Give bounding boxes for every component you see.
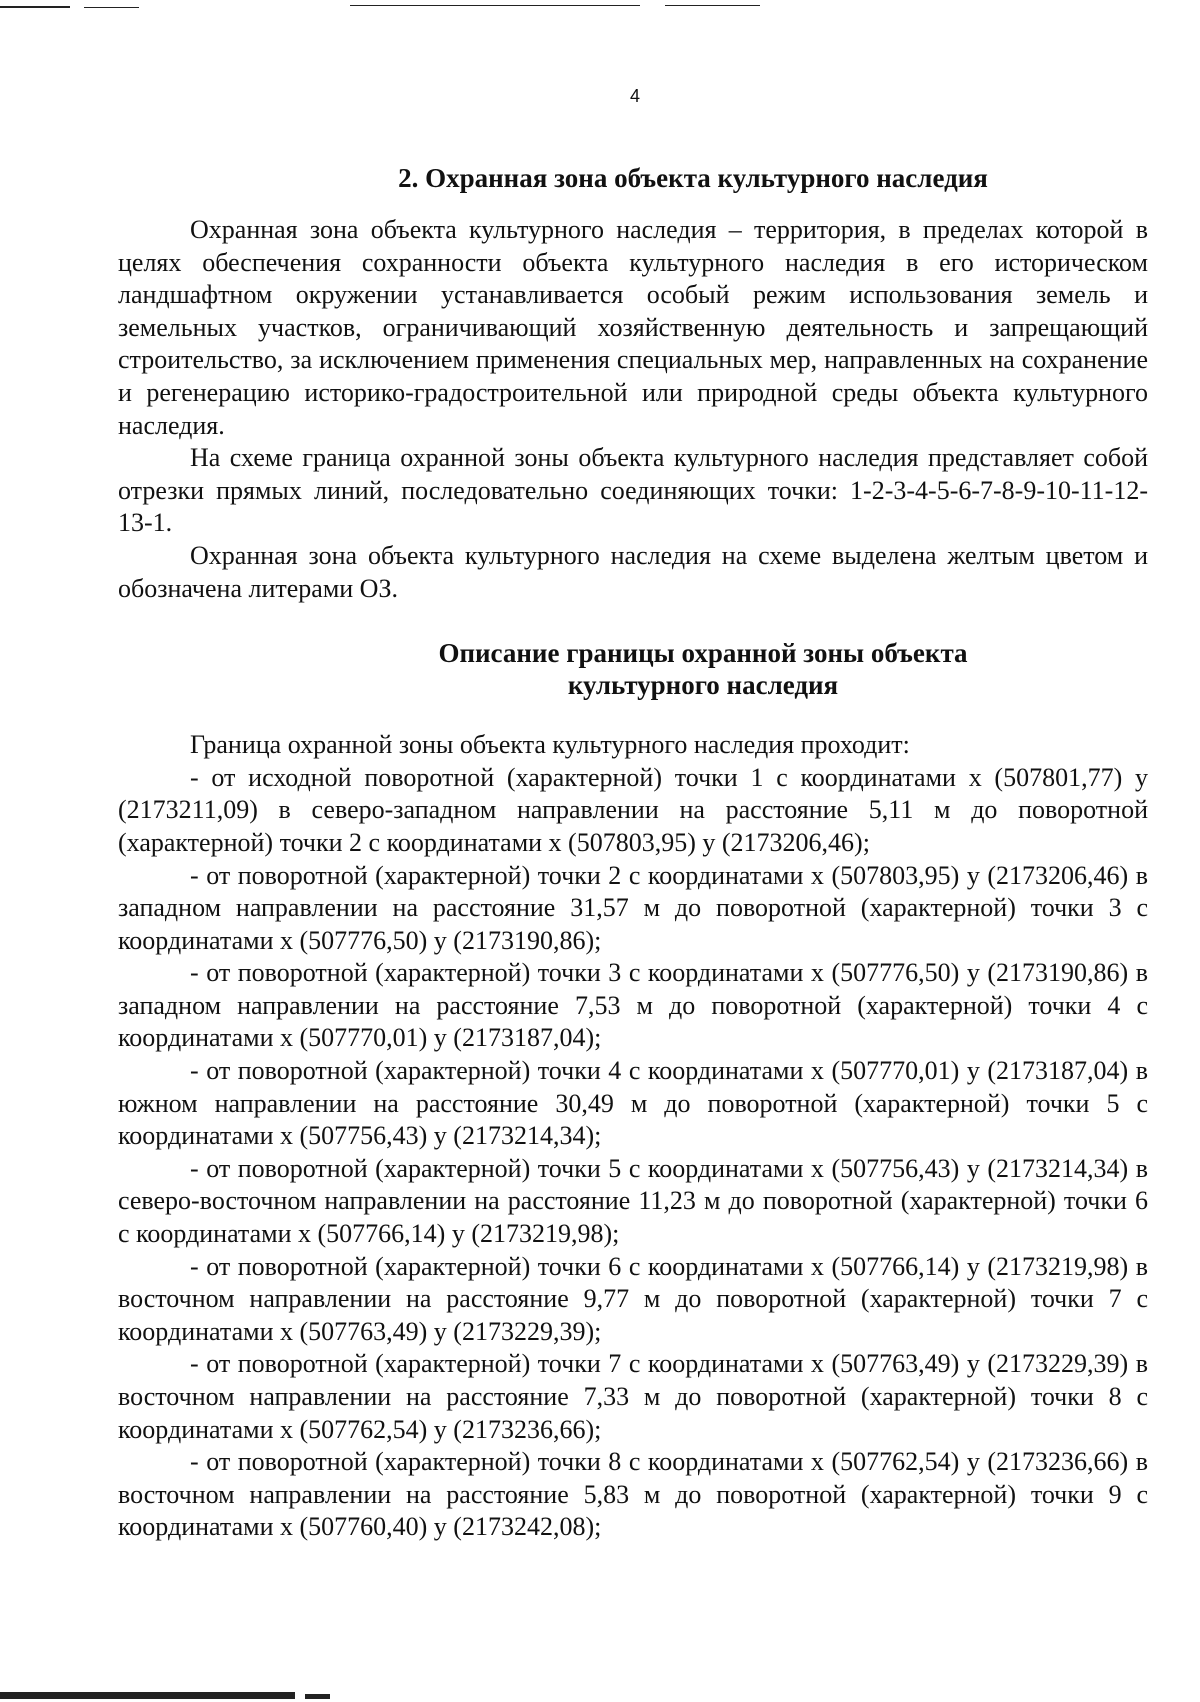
scan-artifact-bottom-mid xyxy=(305,1694,330,1699)
boundary-item: - от поворотной (характерной) точки 6 с координатами х (507766,14) у (2173219,98) в восточном направлении на расстояние 9,77 м до поворотной (характерной) точки 7 с координатами х (507763,49) у (2173229,39); xyxy=(118,1251,1148,1346)
scan-artifact-top-left-dash xyxy=(84,7,139,8)
description-heading-line1: Описание границы охранной зоны объекта xyxy=(438,638,968,669)
boundary-item: - от поворотной (характерной) точки 3 с координатами х (507776,50) у (2173190,86) в западном направлении на расстояние 7,53 м до поворотной (характерной) точки 4 с координатами х (507770,01) у (2173187,04); xyxy=(118,958,1148,1053)
boundary-item: - от поворотной (характерной) точки 5 с координатами х (507756,43) у (2173214,34) в северо-восточном направлении на расстояние 11,23 м до поворотной (характерной) точки 6 с координатами х (507766,14) у (2173219,98); xyxy=(118,1153,1148,1249)
page-number: 4 xyxy=(629,86,640,106)
scan-artifact-top-center xyxy=(350,5,640,6)
boundary-item: - от поворотной (характерной) точки 4 с координатами х (507770,01) у (2173187,04) в южном направлении на расстояние 30,49 м до поворотной (характерной) точки 5 с координатами х (507756,43) у (2173214,34); xyxy=(118,1056,1148,1151)
intro-paragraph: На схеме граница охранной зоны объекта культурного наследия представляет собой отрезки прямых линий, последовательно соединяющих точки: 1-2-3-4-5-6-7-8-9-10-11-12-13-1. xyxy=(118,443,1148,538)
boundary-item: - от поворотной (характерной) точки 2 с координатами х (507803,95) у (2173206,46) в западном направлении на расстояние 31,57 м до поворотной (характерной) точки 3 с координатами х (507776,50) у (2173190,86); xyxy=(118,860,1148,955)
intro-paragraph: Охранная зона объекта культурного наследия на схеме выделена желтым цветом и обозначена литерами ОЗ. xyxy=(118,540,1148,603)
document-body xyxy=(118,162,1148,1544)
section-heading: 2. Охранная зона объекта культурного наследия xyxy=(398,163,988,193)
boundary-description xyxy=(118,729,1148,1544)
scan-artifact-bottom-left xyxy=(0,1692,295,1699)
boundary-item: - от исходной поворотной (характерной) точки 1 с координатами х (507801,77) у (2173211,09) в северо-западном направлении на расстояние 5,11 м до поворотной (характерной) точки 2 с координатами х (507803,95) у (2173206,46); xyxy=(118,762,1148,857)
description-heading xyxy=(118,637,1148,701)
scan-artifact-top-right xyxy=(665,5,760,6)
boundary-item: - от поворотной (характерной) точки 8 с координатами х (507762,54) у (2173236,66) в восточном направлении на расстояние 5,83 м до поворотной (характерной) точки 9 с координатами х (507760,40) у (2173242,08); xyxy=(118,1447,1148,1542)
boundary-intro: Граница охранной зоны объекта культурного наследия проходит: xyxy=(190,730,910,760)
intro-section xyxy=(118,214,1148,605)
intro-paragraph: Охранная зона объекта культурного наследия – территория, в пределах которой в целях обеспечения сохранности объекта культурного наследия в его историческом ландшафтном окружении устанавливается особый режим использования земель и земельных участков, ограничивающий хозяйственную деятельность и запрещающий строительство, за исключением применения специальных мер, направленных на сохранение и регенерацию историко-градостроительной или природной среды объекта культурного наследия. xyxy=(118,215,1148,440)
scan-artifact-top-left xyxy=(0,6,70,8)
description-heading-line2: культурного наследия xyxy=(567,670,839,701)
boundary-item: - от поворотной (характерной) точки 7 с координатами х (507763,49) у (2173229,39) в восточном направлении на расстояние 7,33 м до поворотной (характерной) точки 8 с координатами х (507762,54) у (2173236,66); xyxy=(118,1349,1148,1444)
